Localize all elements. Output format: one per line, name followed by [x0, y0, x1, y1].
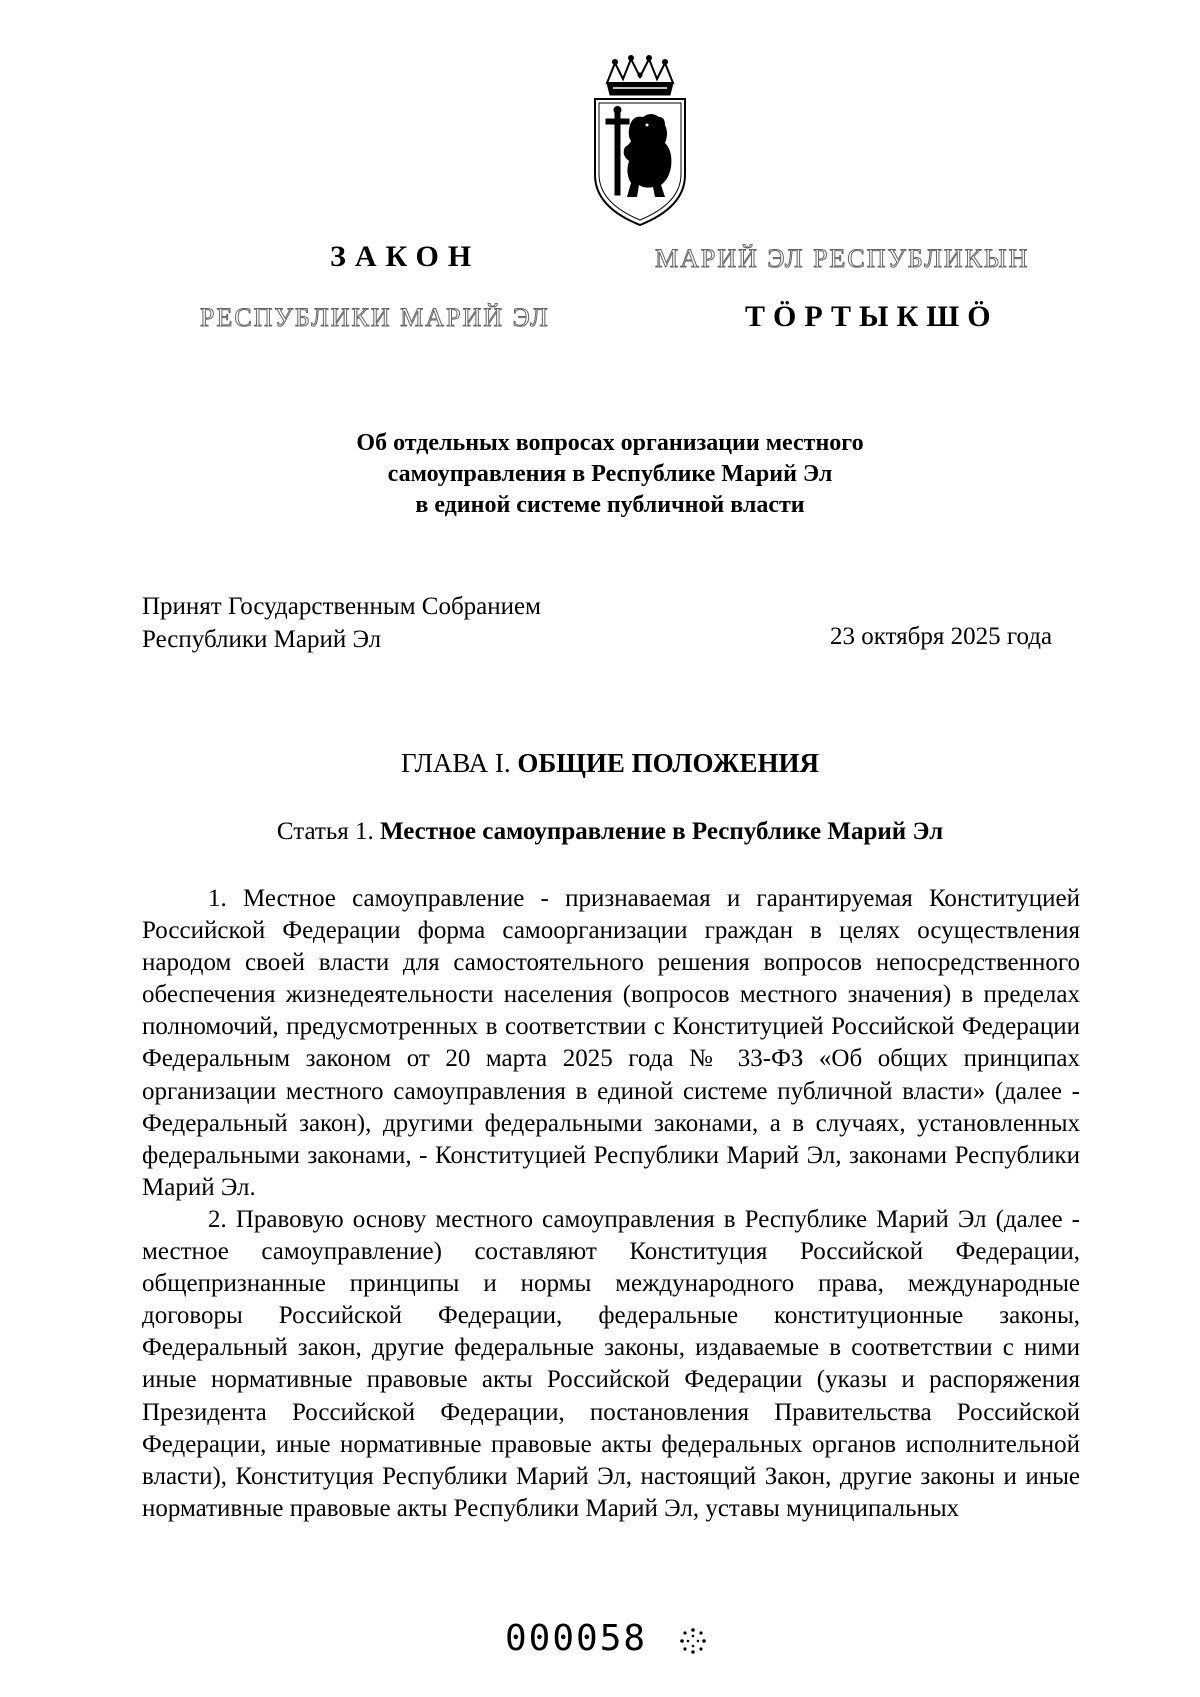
adoption-line: Принят Государственным Собранием — [142, 593, 541, 620]
title-line: самоуправления в Республике Марий Эл — [387, 461, 833, 487]
article-heading — [100, 818, 1120, 846]
chapter-prefix: ГЛАВА I. — [400, 748, 511, 778]
title-line: Об отдельных вопросах организации местного — [356, 430, 864, 456]
republic-name-ru: РЕСПУБЛИКИ МАРИЙ ЭЛ — [200, 303, 550, 332]
law-title-ru: ЗАКОН — [330, 240, 481, 273]
title-line: в единой системе публичной власти — [415, 492, 805, 518]
republic-name-mari: МАРИЙ ЭЛ РЕСПУБЛИКЫН — [655, 244, 1030, 273]
asterisk-mark-icon — [678, 1626, 708, 1656]
article-body — [142, 883, 1080, 1525]
article-prefix: Статья 1. — [276, 818, 374, 845]
chapter-heading — [200, 748, 1020, 779]
adoption-line: Республики Марий Эл — [142, 626, 382, 653]
paragraph: 1. Местное самоуправление - признаваемая и гарантируемая Конституцией Российской Федерации форма самоорганизации граждан в целях осуществления народом своей власти для самостоятельного решения вопросов непосредственного обеспечения жизнедеятельности населения (вопросов местного значения) в пределах полномочий, предусмотренных в соответствии с Конституцией Российской Федерации Федеральным законом от 20 марта 2025 года № 33-ФЗ «Об общих принципах организации местного самоуправления в единой системе публичной власти» (далее - Федеральный закон), другими федеральными законами, а в случаях, установленных федеральными законами, - Конституцией Республики Марий Эл, законами Республики Марий Эл. — [142, 885, 1080, 1201]
article-name: Местное самоуправление в Республике Марий Эл — [379, 818, 944, 845]
serial-number: 000058 — [505, 1618, 648, 1659]
adoption-date: 23 октября 2025 года — [830, 623, 1053, 650]
paragraph: 2. Правовую основу местного самоуправления в Республике Марий Эл (далее - местное самоуправление) составляют Конституция Российской Федерации, общепризнанные принципы и нормы международного права, международные договоры Российской Федерации, федеральные конституционные законы, Федеральный закон, другие федеральные законы, издаваемые в соответствии с ними иные нормативные правовые акты Российской Федерации (указы и распоряжения Президента Российской Федерации, постановления Правительства Российской Федерации, иные нормативные правовые акты федеральных органов исполнительной власти), Конституция Республики Марий Эл, настоящий Закон, другие законы и иные нормативные правовые акты Республики Марий Эл, уставы муниципальных — [142, 1205, 1080, 1522]
document-title — [200, 428, 1020, 521]
chapter-name: ОБЩИЕ ПОЛОЖЕНИЯ — [517, 748, 819, 778]
coat-of-arms-icon — [585, 55, 695, 230]
law-title-mari: ТӦРТЫКШӦ — [745, 300, 999, 333]
adoption-block — [142, 590, 541, 656]
